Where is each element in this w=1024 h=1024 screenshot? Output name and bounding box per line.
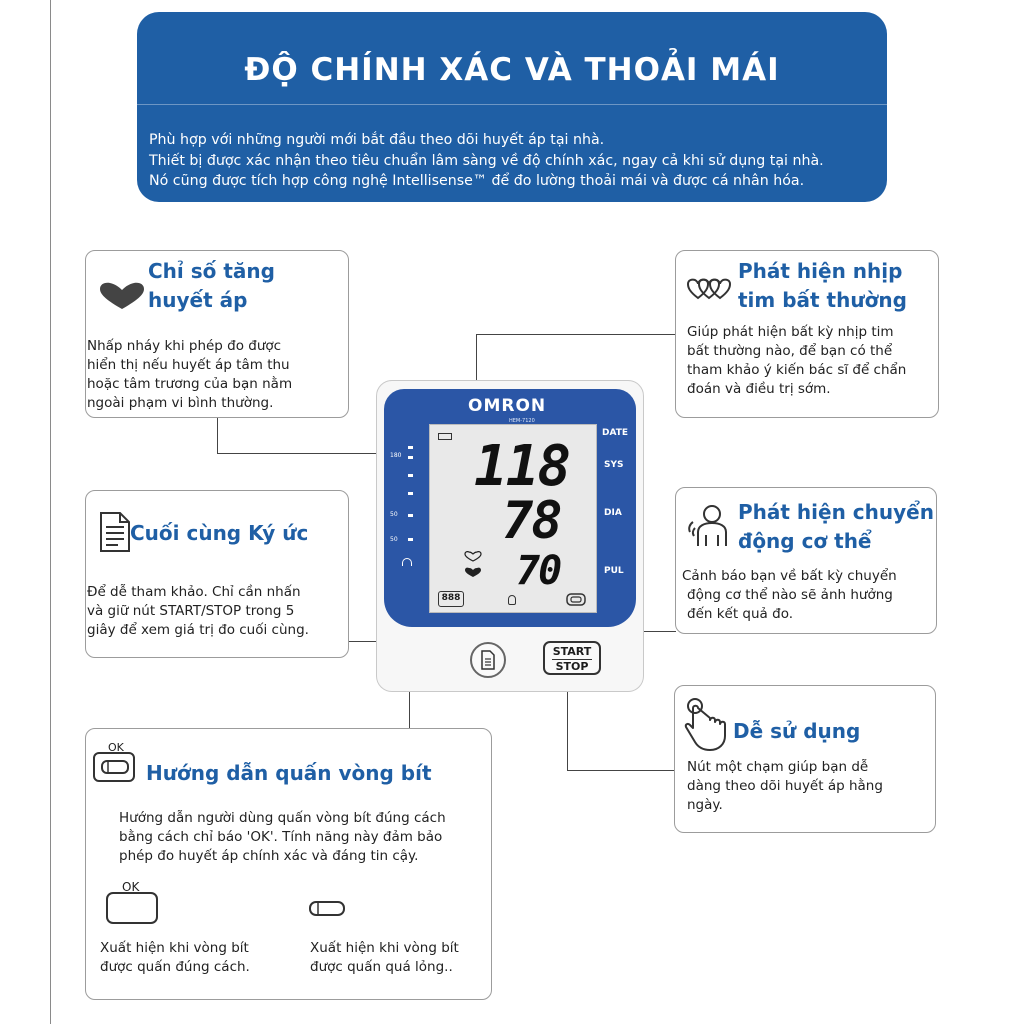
card-irregular-heartbeat (675, 250, 939, 418)
card-body-movement (675, 487, 937, 634)
heart-icon (98, 281, 146, 311)
scale-tick (408, 492, 413, 495)
card-easy-to-use (674, 685, 936, 833)
card-title: Hướng dẫn quấn vòng bít (146, 761, 432, 785)
body-movement-icon (686, 502, 732, 548)
card-title: Cuối cùng Ký ức (130, 521, 309, 545)
card-body: Cảnh báo bạn về bất kỳ chuyển động cơ thể nào sẽ ảnh hưởng đến kết quả đo. (682, 568, 897, 622)
lcd-screen (429, 424, 597, 613)
sys-label: SYS (604, 460, 624, 470)
banner-line: Thiết bị được xác nhận theo tiêu chuẩn lâm sàng về độ chính xác, ngay cả khi sử dụng tại nhà. (149, 152, 824, 169)
start-stop-button[interactable]: START STOP (543, 641, 601, 675)
svg-text:OK: OK (108, 741, 124, 754)
scale-tick (408, 474, 413, 477)
cuff-ok-icon (92, 739, 142, 785)
card-body: Nhấp nháy khi phép đo được hiển thị nếu huyết áp tâm thu hoặc tâm trương của bạn nằm ngoài phạm vi bình thường. (87, 338, 293, 411)
loose-caption: Xuất hiện khi vòng bít được quấn quá lỏng.. (310, 940, 459, 975)
card-title: Phát hiện chuyển động cơ thể (738, 500, 934, 553)
header-banner (137, 12, 887, 202)
pulse-reading: 70 (516, 548, 561, 594)
card-title: Dễ sử dụng (733, 719, 861, 743)
banner-title: ĐỘ CHÍNH XÁC VÀ THOẢI MÁI (244, 52, 780, 88)
banner-line: Phù hợp với những người mới bắt đầu theo dõi huyết áp tại nhà. (149, 132, 605, 148)
scale-tick (408, 446, 413, 449)
connector-line (217, 418, 218, 453)
card-body: Hướng dẫn người dùng quấn vòng bít đúng cách bằng cách chỉ báo 'OK'. Tính năng này đảm bảo phép đo huyết áp chính xác và đáng tin cậy. (119, 810, 446, 864)
device-model: HEM-7120 (509, 418, 535, 424)
card-body: Giúp phát hiện bất kỳ nhịp tim bất thường nào, để bạn có thể tham khảo ý kiến bác sĩ để chẩn đoán và điều trị sớm. (687, 324, 907, 397)
card-cuff-wrapping (85, 728, 492, 1000)
wifi-icon (402, 558, 412, 566)
device-brand: OMRON (468, 396, 547, 416)
movement-indicator-icon (508, 595, 516, 605)
memory-document-icon (98, 511, 132, 553)
cuff-indicator-icon (566, 591, 586, 607)
svg-text:OK: OK (122, 880, 140, 894)
scale-label: 180 (390, 452, 402, 459)
scale-label: 50 (390, 511, 398, 518)
card-body: Để dễ tham khảo. Chỉ cần nhấn và giữ nút START/STOP trong 5 giây để xem giá trị đo cuối cùng. (87, 584, 309, 638)
pul-label: PUL (604, 566, 624, 576)
ok-caption: Xuất hiện khi vòng bít được quấn đúng cách. (100, 940, 250, 975)
banner-divider (137, 104, 887, 105)
left-divider (50, 0, 51, 1024)
heart-icon (464, 551, 482, 579)
date-label: DATE (602, 428, 629, 438)
connector-line (567, 770, 676, 771)
ok-indicator-icon (104, 879, 162, 925)
banner-description (149, 130, 824, 192)
scale-tick (408, 514, 413, 517)
card-body: Nút một chạm giúp bạn dễ dàng theo dõi huyết áp hằng ngày. (687, 759, 883, 813)
memory-button[interactable] (470, 642, 506, 678)
scale-tick (408, 538, 413, 541)
sys-reading: 118 (474, 434, 570, 499)
card-last-memory (85, 490, 349, 658)
banner-line: Nó cũng được tích hợp công nghệ Intellisense™ để đo lường thoải mái và được cá nhân hóa. (149, 173, 805, 189)
card-title: Phát hiện nhịp tim bất thường (738, 259, 907, 312)
battery-icon (438, 433, 452, 440)
connector-line (476, 334, 676, 335)
card-title: Chỉ số tăng huyết áp (148, 259, 275, 312)
scale-tick (408, 456, 413, 459)
memory-indicator: 888 (438, 591, 464, 607)
hand-touch-icon (683, 696, 729, 752)
dia-reading: 78 (502, 491, 561, 551)
dia-label: DIA (604, 508, 622, 518)
triple-heart-icon (686, 276, 732, 302)
memory-document-icon (480, 650, 496, 670)
scale-label: 50 (390, 536, 398, 543)
card-hypertension-indicator (85, 250, 349, 418)
loose-cuff-icon (308, 899, 348, 919)
